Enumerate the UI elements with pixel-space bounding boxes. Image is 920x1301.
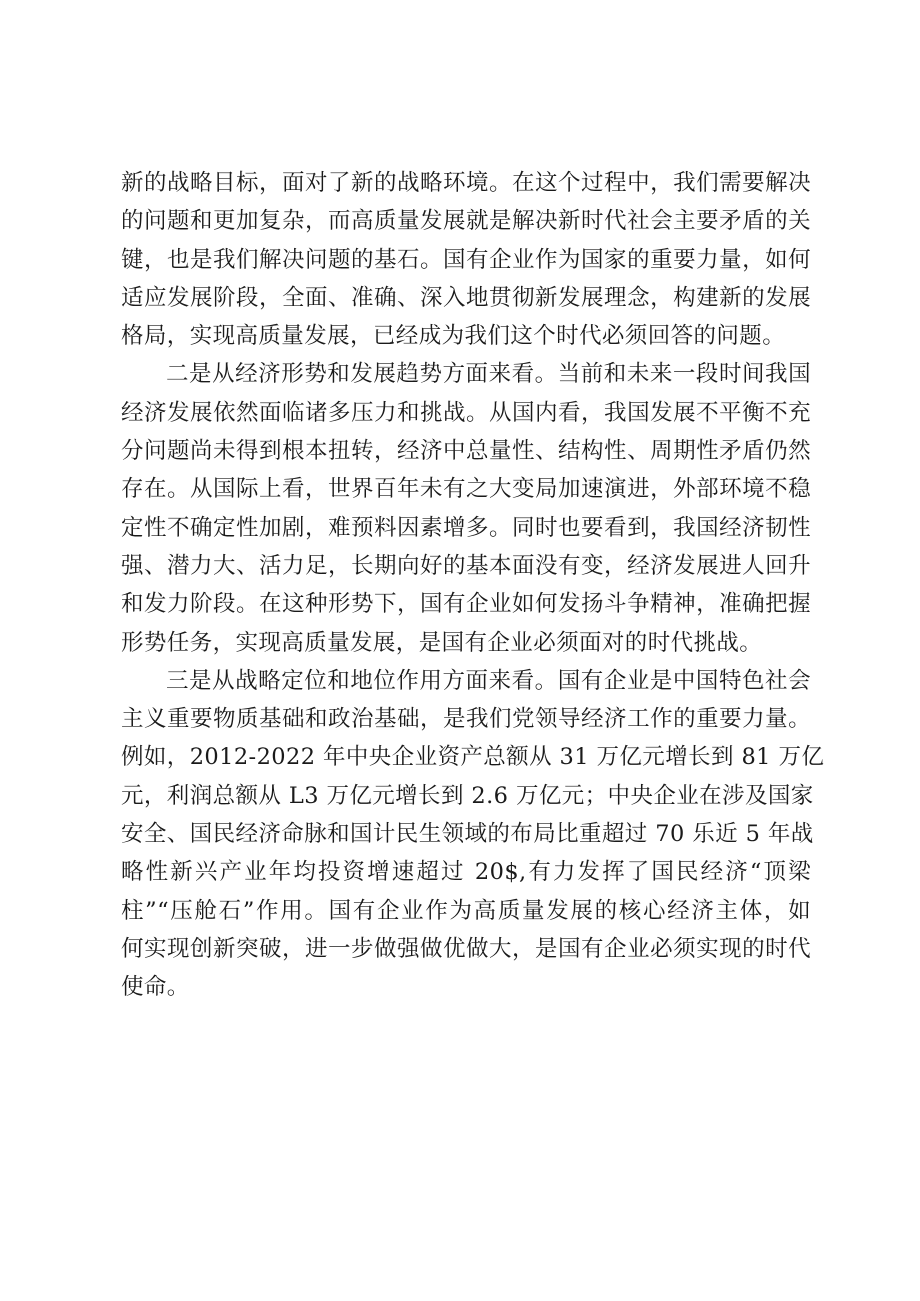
text-line: 主义重要物质基础和政治基础，是我们党领导经济工作的重要力量。: [121, 706, 811, 733]
paragraph-2: [121, 355, 811, 661]
text-line: 和发力阶段。在这种形势下，国有企业如何发扬斗争精神，准确把握: [121, 591, 811, 618]
text-line: 键，也是我们解决问题的基石。国有企业作为国家的重要力量，如何: [121, 246, 811, 273]
text-line: 二是从经济形势和发展趋势方面来看。当前和未来一段时间我国: [166, 361, 811, 388]
text-line: 形势任务，实现高质量发展，是国有企业必须面对的时代挑战。: [121, 629, 763, 656]
text-line: 的问题和更加复杂，而高质量发展就是解决新时代社会主要矛盾的关: [121, 208, 811, 235]
text-line: 新的战略目标，面对了新的战略环境。在这个过程中，我们需要解决: [121, 170, 811, 196]
document-body: [121, 164, 825, 1007]
text-line: 略性新兴产业年均投资增速超过 20$,有力发挥了国民经济“顶梁: [121, 859, 811, 886]
text-line: 经济发展依然面临诸多压力和挑战。从国内看，我国发展不平衡不充: [121, 399, 811, 426]
text-line: 三是从战略定位和地位作用方面来看。国有企业是中国特色社会: [166, 667, 811, 694]
text-line: 例如，2012-2022 年中央企业资产总额从 31 万亿元增长到 81 万亿: [121, 744, 825, 771]
text-line: 存在。从国际上看，世界百年未有之大变局加速演进，外部环境不稳: [121, 476, 811, 503]
text-line: 分问题尚未得到根本扭转，经济中总量性、结构性、周期性矛盾仍然: [121, 438, 811, 465]
text-line: 元，利润总额从 L3 万亿元增长到 2.6 万亿元；中央企业在涉及国家: [121, 782, 814, 809]
text-line: 适应发展阶段，全面、准确、深入地贯彻新发展理念，构建新的发展: [121, 284, 811, 311]
paragraph-1: [121, 164, 811, 355]
text-line: 使命。: [121, 974, 190, 1001]
text-line: 何实现创新突破，进一步做强做优做大，是国有企业必须实现的时代: [121, 935, 811, 962]
text-line: 格局，实现高质量发展，已经成为我们这个时代必须回答的问题。: [121, 323, 786, 350]
text-line: 柱”“压舱石”作用。国有企业作为高质量发展的核心经济主体，如: [121, 897, 811, 924]
text-line: 安全、国民经济命脉和国计民生领域的布局比重超过 70 乐近 5 年战: [121, 821, 814, 848]
paragraph-3: [121, 662, 825, 1007]
text-line: 强、潜力大、活力足，长期向好的基本面没有变，经济发展进人回升: [121, 552, 811, 579]
text-line: 定性不确定性加剧，难预料因素增多。同时也要看到，我国经济韧性: [121, 514, 811, 541]
